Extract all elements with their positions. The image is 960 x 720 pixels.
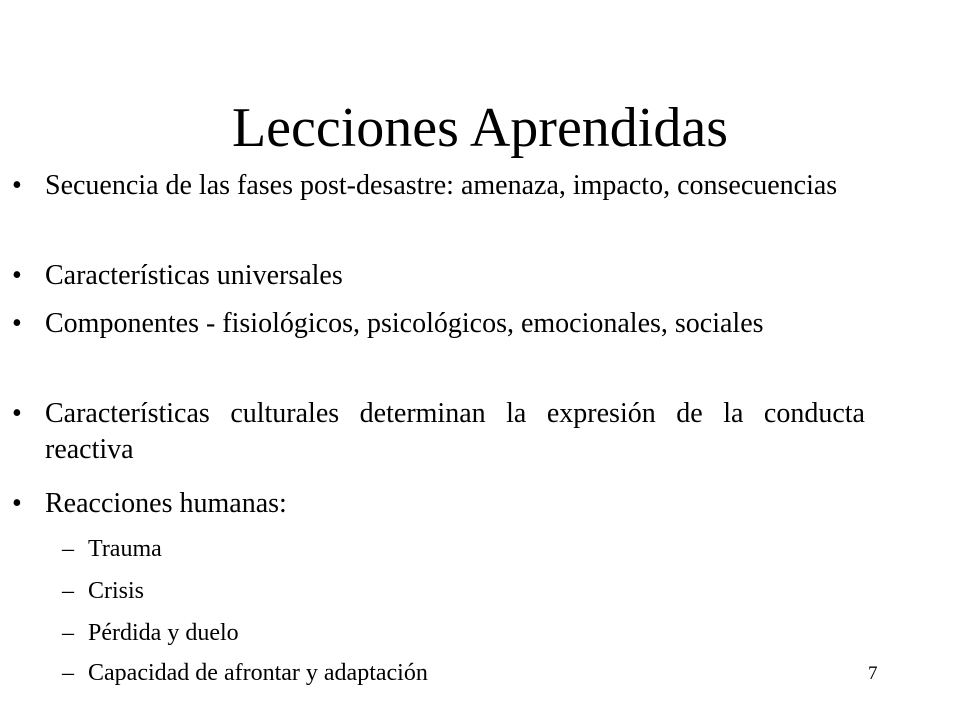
bullet-text: Características universales bbox=[45, 260, 343, 291]
page-number: 7 bbox=[868, 663, 878, 684]
bullet-text: Características culturales determinan la expresión de la conducta reactiva bbox=[45, 398, 865, 465]
bullet-icon: • bbox=[12, 488, 22, 519]
sub-item-text: Trauma bbox=[88, 536, 162, 562]
bullet-text: Reacciones humanas: bbox=[45, 488, 287, 519]
sub-item-text: Pérdida y duelo bbox=[88, 620, 239, 646]
slide-title: Lecciones Aprendidas bbox=[231, 97, 729, 159]
sub-item-text: Crisis bbox=[88, 578, 145, 604]
bullet-icon: • bbox=[12, 308, 22, 339]
bullet-icon: • bbox=[12, 170, 22, 201]
dash-icon: – bbox=[62, 578, 74, 604]
dash-icon: – bbox=[62, 536, 74, 562]
bullet-icon: • bbox=[12, 398, 22, 429]
dash-icon: – bbox=[62, 660, 74, 686]
bullet-text: Componentes - fisiológicos, psicológicos, emocionales, sociales bbox=[45, 308, 764, 339]
sub-item-text: Capacidad de afrontar y adaptación bbox=[88, 660, 428, 686]
dash-icon: – bbox=[62, 620, 74, 646]
bullet-text: Secuencia de las fases post-desastre: amenaza, impacto, consecuencias bbox=[45, 170, 838, 201]
bullet-icon: • bbox=[12, 260, 22, 291]
